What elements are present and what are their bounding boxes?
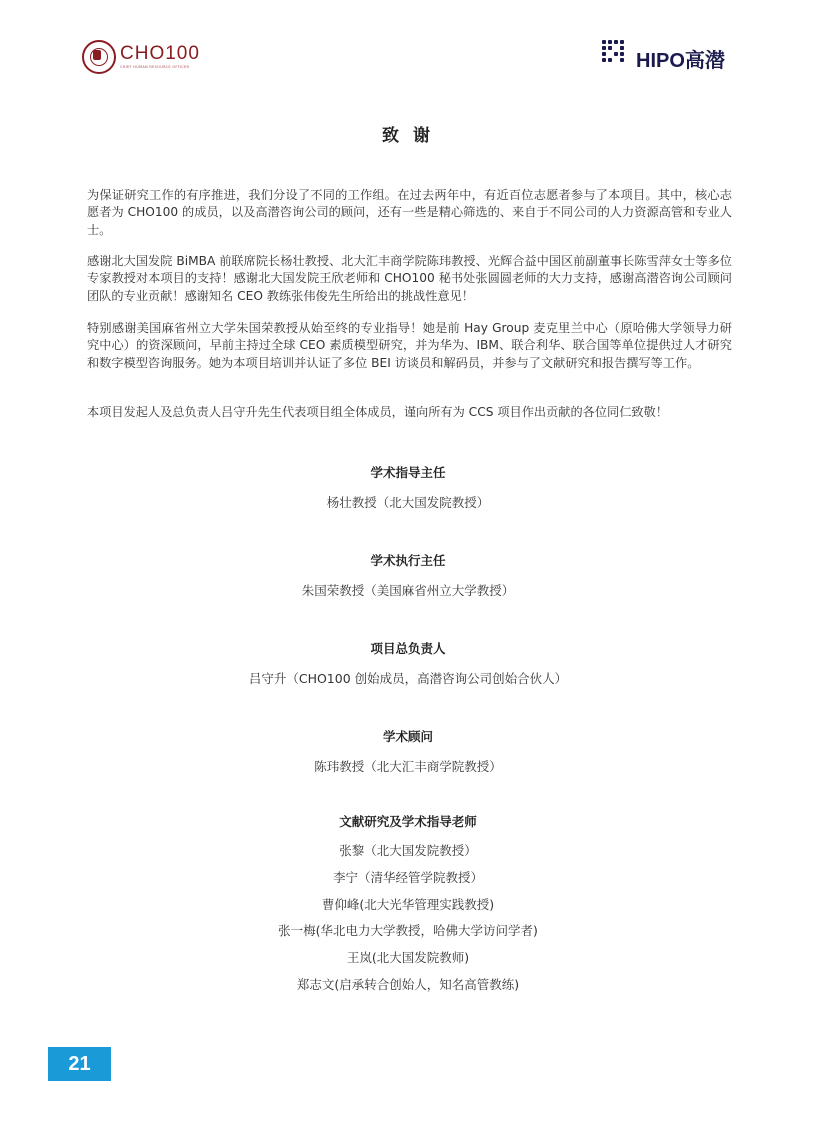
cho100-logo-tagline: CHIEF HUMAN RESOURCE OFFICER bbox=[120, 65, 190, 69]
credit-person: 张黎（北大国发院教授） bbox=[339, 843, 477, 858]
hipo-logo bbox=[602, 40, 742, 70]
credit-person: 王岚(北大国发院教师) bbox=[346, 950, 470, 966]
cho100-seal-core-icon bbox=[93, 50, 101, 60]
credit-person: 李宁（清华经管学院教授） bbox=[332, 869, 483, 885]
credit-person: 曹仰峰(北大光华管理实践教授) bbox=[321, 896, 495, 912]
credit-person: 杨壮教授（北大国发院教授） bbox=[326, 495, 490, 510]
credit-block-2 bbox=[0, 551, 816, 599]
credit-role: 项目总负责人 bbox=[370, 641, 446, 656]
hipo-logo-text: HIPO高潜 bbox=[636, 50, 725, 72]
page-number-badge: 21 bbox=[48, 1047, 111, 1081]
credit-block-3 bbox=[0, 639, 816, 687]
credit-role: 文献研究及学术指导老师 bbox=[339, 814, 477, 829]
paragraph-4: 本项目发起人及总负责人吕守升先生代表项目组全体成员，谨向所有为 CCS 项目作出贡献的各位同仁致敬！ bbox=[87, 405, 668, 419]
cho100-logo-text: CHO100 bbox=[120, 43, 200, 64]
credit-person: 朱国荣教授（美国麻省州立大学教授） bbox=[301, 583, 515, 598]
page-title: 致 谢 bbox=[382, 126, 434, 146]
credit-person: 吕守升（CHO100 创始成员，高潜咨询公司创始合伙人） bbox=[248, 671, 568, 686]
credit-block-5 bbox=[0, 812, 816, 999]
credit-role: 学术指导主任 bbox=[370, 465, 446, 480]
hipo-dots-icon bbox=[602, 40, 632, 66]
credit-role: 学术顾问 bbox=[382, 729, 433, 744]
credit-block-4 bbox=[0, 727, 816, 775]
credit-block-1 bbox=[0, 463, 816, 511]
paragraph-3: 特别感谢美国麻省州立大学朱国荣教授从始至终的专业指导！她是前 Hay Group 麦克里兰中心（原哈佛大学领导力研究中心）的资深顾问，早前主持过全球 CEO 素质模型研究，并为华为、IBM、联合利华、联合国等单位提供过人才研究和数字模型咨询服务。她为本项目培训并认证了多位 BEI 访谈员和解码员，并参与了文献研究和报告撰写等工作。 bbox=[87, 321, 732, 370]
paragraph-2: 感谢北大国发院 BiMBA 前联席院长杨壮教授、北大汇丰商学院陈玮教授、光辉合益中国区前副董事长陈雪萍女士等多位专家教授对本项目的支持！感谢北大国发院王欣老师和 CHO100 秘书处张圆圆老师的大力支持，感谢高潜咨询公司顾问团队的专业贡献！感谢知名 CEO 教练张伟俊先生所给出的挑战性意见！ bbox=[87, 254, 732, 303]
credit-person: 陈玮教授（北大汇丰商学院教授） bbox=[314, 759, 502, 774]
cho100-logo bbox=[82, 40, 242, 74]
page-header bbox=[0, 0, 816, 90]
paragraph-1: 为保证研究工作的有序推进，我们分设了不同的工作组。在过去两年中，有近百位志愿者参与了本项目。其中，核心志愿者为 CHO100 的成员，以及高潜咨询公司的顾问，还有一些是精心筛选的、来自于不同公司的人力资源高管和专业人士。 bbox=[87, 188, 732, 237]
credit-role: 学术执行主任 bbox=[370, 553, 446, 568]
credit-person: 张一梅(华北电力大学教授，哈佛大学访问学者) bbox=[278, 923, 538, 939]
credit-person: 郑志文(启承转合创始人，知名高管教练) bbox=[296, 976, 520, 992]
